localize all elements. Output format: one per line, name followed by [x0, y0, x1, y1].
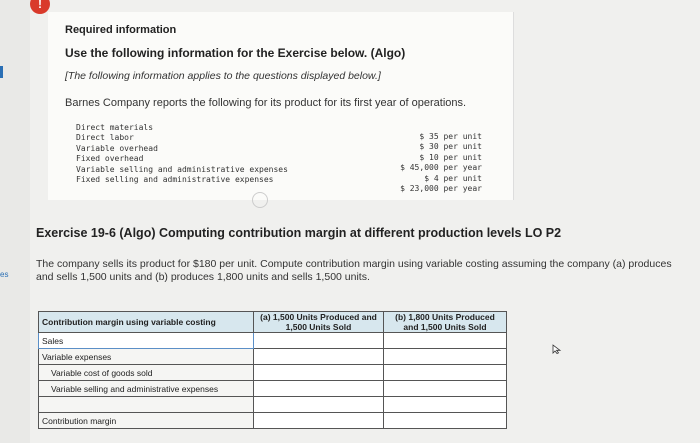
cost-value: $ 35 per unit	[419, 132, 482, 141]
variable-expenses-a-input[interactable]	[254, 349, 384, 365]
cost-label: Fixed selling and administrative expenses	[76, 175, 274, 185]
cost-value: $ 30 per unit	[419, 142, 482, 152]
variable-cogs-a-input[interactable]	[254, 365, 384, 381]
exercise-title: Exercise 19-6 (Algo) Computing contribution margin at different production levels LO P2	[36, 226, 562, 240]
variable-cogs-label[interactable]: Variable cost of goods sold	[39, 365, 254, 381]
barnes-intro-text: Barnes Company reports the following for its product for its first year of operations.	[65, 97, 467, 109]
cost-label: Variable selling and administrative expenses	[76, 164, 288, 174]
cost-labels	[76, 123, 288, 185]
cost-label: Variable overhead	[76, 143, 158, 153]
table-caption: Contribution margin using variable costing	[39, 312, 254, 333]
column-header-b: (b) 1,800 Units Produced and 1,500 Units Sold	[384, 312, 507, 333]
table-row	[39, 413, 507, 429]
blank-label-input[interactable]	[39, 397, 254, 413]
cost-value: $ 23,000 per year	[400, 184, 482, 194]
left-sidebar	[0, 0, 30, 443]
cost-value: $ 10 per unit	[419, 152, 482, 162]
cost-label: Direct labor	[76, 133, 134, 143]
cost-values	[400, 132, 482, 194]
cost-label: Fixed overhead	[76, 154, 144, 164]
sales-label-input[interactable]: Sales	[39, 333, 254, 349]
exercise-prompt: The company sells its product for $180 per unit. Compute contribution margin using variable costing assuming the company (a) produces and sells 1,500 units and (b) produces 1,800 units and sells 1,500 units.	[36, 258, 672, 283]
variable-sga-a-input[interactable]	[254, 381, 384, 397]
contribution-margin-label[interactable]: Contribution margin	[39, 413, 254, 429]
use-following-heading: Use the following information for the Exercise below. (Algo)	[65, 46, 406, 60]
contribution-margin-table	[38, 311, 507, 429]
contribution-margin-a-input[interactable]	[254, 413, 384, 429]
required-info-heading: Required information	[65, 24, 177, 36]
variable-cogs-b-input[interactable]	[384, 365, 507, 381]
variable-sga-b-input[interactable]	[384, 381, 507, 397]
table-row	[39, 397, 507, 413]
table-row	[39, 381, 507, 397]
sales-b-input[interactable]	[384, 333, 507, 349]
mouse-cursor-icon	[552, 344, 562, 354]
side-label: es	[0, 270, 9, 279]
sidebar-marker	[0, 66, 3, 78]
cost-value: $ 45,000 per year	[400, 163, 482, 173]
sales-a-input[interactable]	[254, 333, 384, 349]
alert-icon: !	[30, 0, 50, 14]
cost-label: Direct materials	[76, 123, 154, 132]
blank-b-input[interactable]	[384, 397, 507, 413]
variable-expenses-b-input[interactable]	[384, 349, 507, 365]
loading-cursor-icon	[252, 192, 268, 208]
blank-a-input[interactable]	[254, 397, 384, 413]
column-header-a: (a) 1,500 Units Produced and 1,500 Units Sold	[254, 312, 384, 333]
table-row	[39, 349, 507, 365]
contribution-margin-b-input[interactable]	[384, 413, 507, 429]
cost-value: $ 4 per unit	[424, 173, 482, 183]
table-row	[39, 365, 507, 381]
following-applies-note: [The following information applies to the questions displayed below.]	[65, 70, 381, 82]
variable-expenses-label[interactable]: Variable expenses	[39, 349, 254, 365]
table-row	[39, 333, 507, 349]
variable-sga-label[interactable]: Variable selling and administrative expenses	[39, 381, 254, 397]
